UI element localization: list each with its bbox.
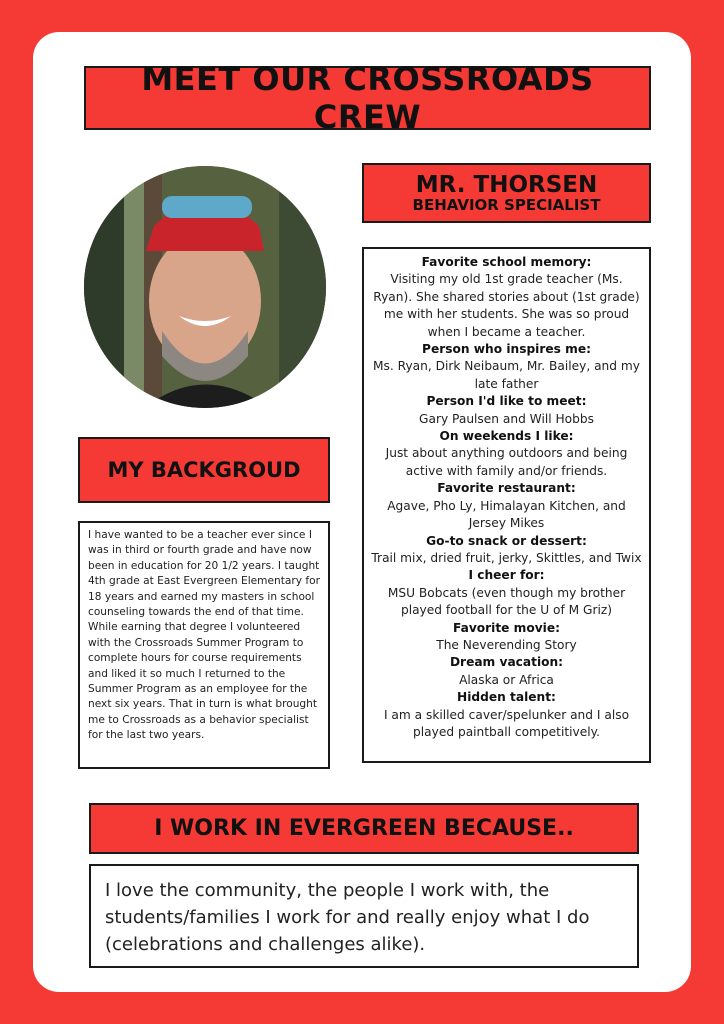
fact-item	[370, 428, 643, 480]
page-title	[84, 60, 651, 136]
why-heading-text: I WORK IN EVERGREEN BECAUSE..	[154, 816, 574, 841]
fact-question: Favorite restaurant:	[437, 481, 576, 496]
fact-item	[370, 254, 643, 341]
name-banner	[362, 163, 651, 223]
fact-answer: Ms. Ryan, Dirk Neibaum, Mr. Bailey, and my late father	[373, 359, 640, 391]
fact-answer: I am a skilled caver/spelunker and I also played paintball competitively.	[383, 707, 630, 739]
fact-question: Person who inspires me:	[422, 342, 591, 357]
background-heading-text: MY BACKGROUD	[107, 458, 301, 482]
fact-question: Person I'd like to meet:	[426, 394, 587, 409]
fact-item	[370, 654, 643, 689]
staff-role: BEHAVIOR SPECIALIST	[412, 196, 601, 214]
background-text: I have wanted to be a teacher ever since I was in third or fourth grade and have now been in education for 20 1/2 years. I taught 4th grade at East Evergreen Elementary for 18 years and earned my masters in school counseling towards the end of that time. While earning that degree I volunteered with the Crossroads Summer Program to complete hours for course requirements and liked it so much I returned to the Summer Program as an employee for the next six years. That in turn is what brought me to Crossroads as a behavior specialist for the last two years.	[78, 521, 330, 769]
fact-item	[370, 567, 643, 619]
fact-question: I cheer for:	[468, 568, 545, 583]
fact-answer: MSU Bobcats (even though my brother played football for the U of M Griz)	[387, 585, 626, 618]
fact-answer: Agave, Pho Ly, Himalayan Kitchen, and Jersey Mikes	[387, 498, 626, 531]
fact-answer: Alaska or Africa	[459, 672, 554, 687]
fact-item	[370, 620, 643, 655]
fact-answer: Trail mix, dried fruit, jerky, Skittles, and Twix	[371, 550, 642, 565]
fact-question: Dream vacation:	[449, 655, 564, 670]
fact-question: On weekends I like:	[439, 429, 574, 444]
fact-question: Favorite school memory:	[421, 255, 592, 269]
fact-item	[370, 480, 643, 532]
fact-item	[370, 689, 643, 741]
background-heading	[78, 437, 330, 503]
why-text: I love the community, the people I work with, the students/families I work for and really enjoy what I do (celebrations and challenges alike).	[89, 864, 639, 968]
fact-answer: The Neverending Story	[436, 637, 577, 652]
staff-name: MR. THORSEN	[415, 172, 598, 198]
facts-box	[362, 247, 651, 763]
why-heading	[89, 803, 639, 854]
profile-photo	[84, 166, 326, 408]
fact-item	[370, 341, 643, 393]
page-title-text: MEET OUR CROSSROADS CREW	[141, 60, 594, 136]
fact-question: Go-to snack or dessert:	[426, 533, 587, 548]
fact-question: Favorite movie:	[452, 620, 560, 635]
fact-item	[370, 533, 643, 568]
fact-question: Hidden talent:	[457, 690, 556, 705]
fact-answer: Just about anything outdoors and being active with family and/or friends.	[385, 446, 628, 478]
fact-answer: Visiting my old 1st grade teacher (Ms. Ryan). She shared stories about (1st grade) me with her students. She was so proud when I became a teacher.	[373, 272, 640, 339]
portrait-image	[84, 166, 326, 408]
fact-answer: Gary Paulsen and Will Hobbs	[419, 411, 594, 426]
fact-item	[370, 393, 643, 428]
